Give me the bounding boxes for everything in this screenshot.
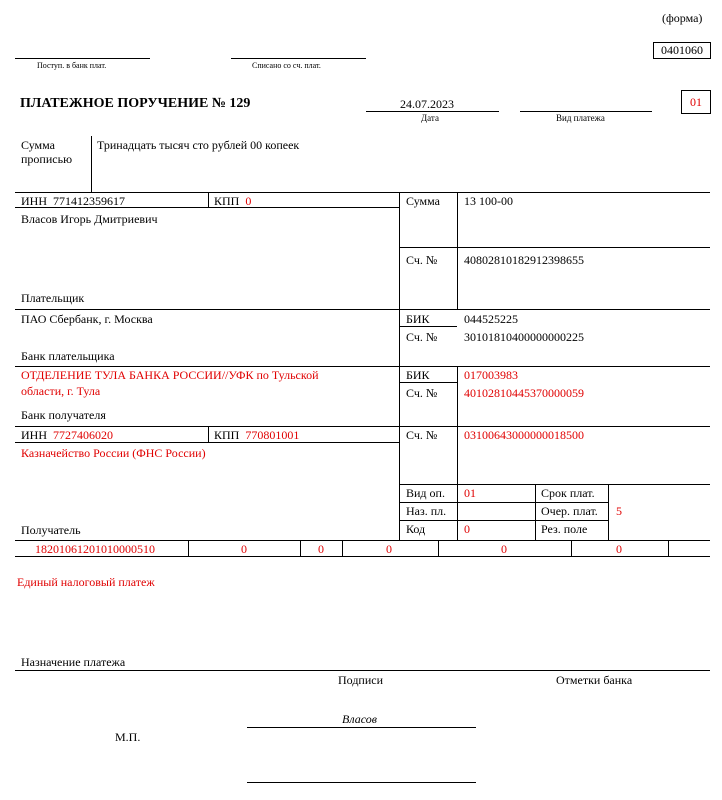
recipient-bank-name-line2: области, г. Тула xyxy=(21,384,101,398)
bank-marks-label: Отметки банка xyxy=(556,673,633,687)
tax-divider-3 xyxy=(342,540,343,556)
signature-line-2 xyxy=(247,782,476,783)
grid-line-recipient xyxy=(15,426,710,427)
signatures-label: Подписи xyxy=(338,673,384,687)
recipient-bank-account-label: Сч. № xyxy=(406,386,438,400)
purpose-text: Единый налоговый платеж xyxy=(17,575,155,589)
payer-bank-bik-label: БИК xyxy=(406,312,430,326)
recipient-account-label: Сч. № xyxy=(406,428,438,442)
grid-line-sum xyxy=(399,247,710,248)
tax-basis: 0 xyxy=(318,542,324,556)
payer-status-code: 01 xyxy=(681,90,711,114)
payer-inn xyxy=(21,194,125,209)
reserve-label: Рез. поле xyxy=(541,522,588,536)
payer-inn-value: 771412359617 xyxy=(53,194,125,208)
sum-value: 13 100-00 xyxy=(464,194,513,208)
payer-bank-account-label: Сч. № xyxy=(406,330,438,344)
payer-kpp-label: КПП xyxy=(214,194,240,208)
tax-divider-5 xyxy=(571,540,572,556)
payment-type-label: Вид платежа xyxy=(556,113,605,123)
form-label: (форма) xyxy=(662,11,703,25)
op-type-value: 01 xyxy=(464,486,476,500)
recipient-inn-value: 7727406020 xyxy=(53,428,113,442)
stamp-label: М.П. xyxy=(115,730,141,744)
tax-divider-2 xyxy=(300,540,301,556)
tax-doc-number: 0 xyxy=(501,542,507,556)
recipient-bank-label: Банк получателя xyxy=(21,408,106,422)
payer-name: Власов Игорь Дмитриевич xyxy=(21,212,158,226)
priority-label: Очер. плат. xyxy=(541,504,598,518)
signature: Власов xyxy=(342,712,377,726)
debited-label: Списано со сч. плат. xyxy=(252,61,321,70)
priority-value: 5 xyxy=(616,504,622,518)
recipient-bank-bik-label: БИК xyxy=(406,368,430,382)
recipient-kpp-label: КПП xyxy=(214,428,240,442)
grid-divider-payer-kpp xyxy=(208,192,209,207)
payer-bank-account-value: 30101810400000000225 xyxy=(464,330,584,344)
recipient-bank-account-value: 40102810445370000059 xyxy=(464,386,584,400)
grid-line-payer-bank xyxy=(15,309,710,310)
document-title: ПЛАТЕЖНОЕ ПОРУЧЕНИЕ № 129 xyxy=(20,96,251,111)
grid-line-details-low xyxy=(399,520,608,521)
term-label: Срок плат. xyxy=(541,486,595,500)
form-code: 0401060 xyxy=(653,42,711,59)
recipient-inn xyxy=(21,428,113,443)
date-label: Дата xyxy=(421,113,439,123)
purpose-code-label: Наз. пл. xyxy=(406,504,447,518)
document-date: 24.07.2023 xyxy=(400,97,454,111)
grid-line-tax-top xyxy=(15,540,710,541)
received-date-line xyxy=(15,58,150,59)
payer-account-value: 40802810182912398655 xyxy=(464,253,584,267)
op-type-label: Вид оп. xyxy=(406,486,445,500)
payer-kpp-value: 0 xyxy=(245,194,252,208)
debited-date-line xyxy=(231,58,366,59)
payer-account-label: Сч. № xyxy=(406,253,438,267)
received-label: Поступ. в банк плат. xyxy=(37,61,107,70)
grid-divider-recipient-kpp xyxy=(208,426,209,442)
recipient-bank-bik-value: 017003983 xyxy=(464,368,518,382)
grid-line-details-top xyxy=(399,484,710,485)
tax-divider-4 xyxy=(438,540,439,556)
payer-kpp xyxy=(214,194,251,209)
sum-label: Сумма xyxy=(406,194,440,208)
tax-divider-1 xyxy=(188,540,189,556)
tax-divider-6 xyxy=(668,540,669,556)
grid-line-top xyxy=(15,192,710,193)
signature-line-1 xyxy=(247,727,476,728)
grid-divider-details-values xyxy=(608,484,609,540)
recipient-kpp xyxy=(214,428,299,443)
payer-inn-label: ИНН xyxy=(21,194,47,208)
grid-divider-values-2 xyxy=(457,366,458,540)
purpose-line xyxy=(15,670,710,671)
recipient-inn-label: ИНН xyxy=(21,428,47,442)
recipient-account-value: 03100643000000018500 xyxy=(464,428,584,442)
payer-bank-label: Банк плательщика xyxy=(21,349,115,363)
payer-label: Плательщик xyxy=(21,291,85,305)
amount-words-label: Сумма прописью xyxy=(21,138,73,166)
recipient-label: Получатель xyxy=(21,523,81,537)
amount-words-value: Тринадцать тысяч сто рублей 00 копеек xyxy=(97,138,300,152)
recipient-name: Казначейство России (ФНС России) xyxy=(21,446,206,460)
tax-period: 0 xyxy=(386,542,392,556)
tax-doc-date: 0 xyxy=(616,542,622,556)
grid-line-recipient-bank xyxy=(15,366,710,367)
code-label: Код xyxy=(406,522,426,536)
payer-bank-name: ПАО Сбербанк, г. Москва xyxy=(21,312,153,326)
grid-divider-values-1 xyxy=(457,192,458,309)
grid-divider-details-labels xyxy=(535,484,536,540)
grid-line-details-mid xyxy=(399,502,608,503)
amount-words-divider xyxy=(91,136,92,192)
tax-oktmo: 0 xyxy=(241,542,247,556)
recipient-kpp-value: 770801001 xyxy=(245,428,300,442)
code-value: 0 xyxy=(464,522,470,536)
recipient-bank-name-line1: ОТДЕЛЕНИЕ ТУЛА БАНКА РОССИИ//УФК по Тульской xyxy=(21,368,319,382)
payment-type-line xyxy=(520,111,652,112)
purpose-label: Назначение платежа xyxy=(21,655,126,669)
payer-bank-bik-value: 044525225 xyxy=(464,312,518,326)
tax-kbk: 18201061201010000510 xyxy=(35,542,155,556)
date-line xyxy=(366,111,499,112)
